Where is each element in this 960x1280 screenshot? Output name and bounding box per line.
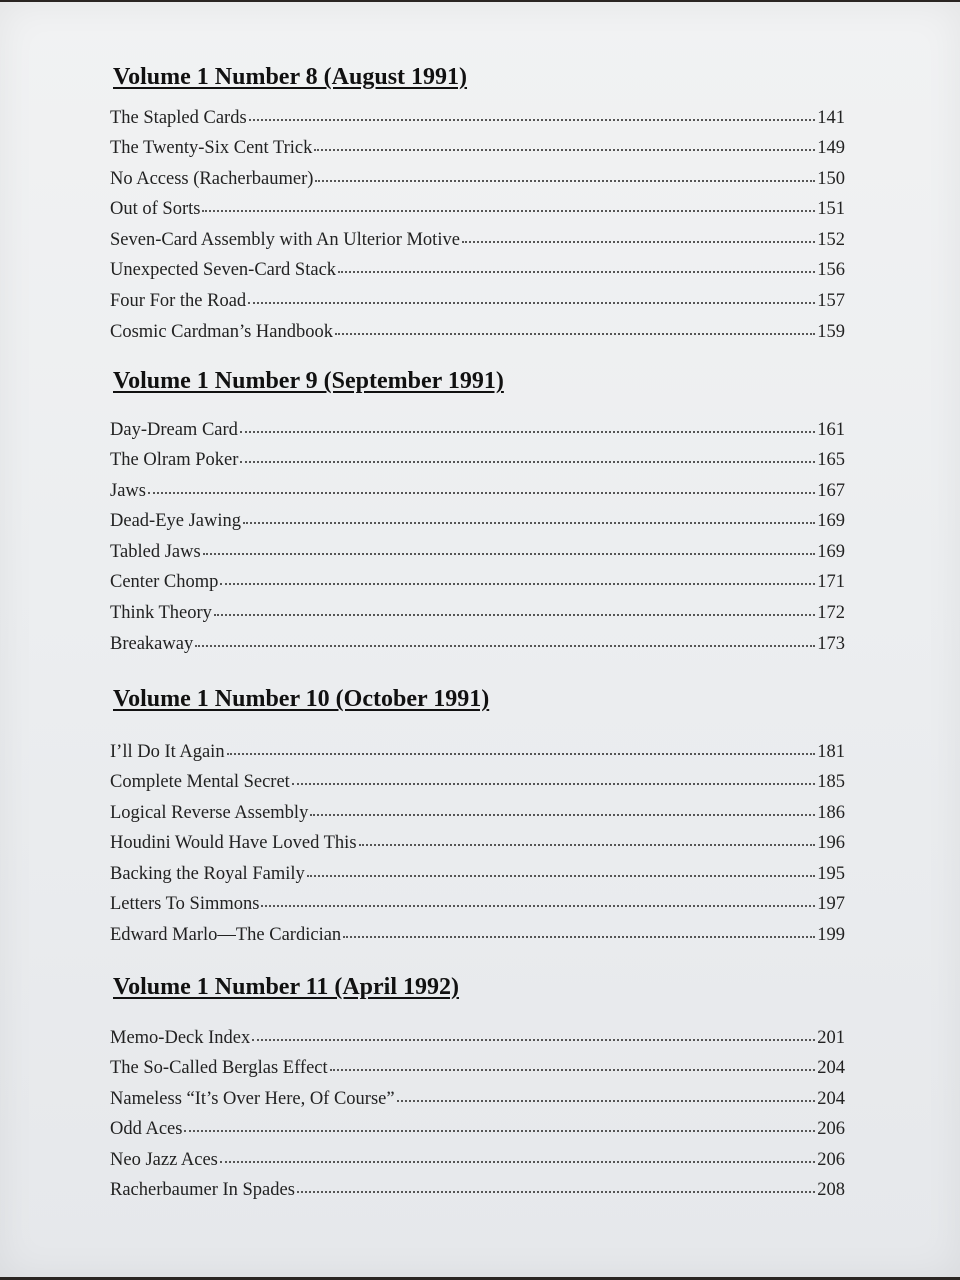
entry-page-number: 201 [817, 1027, 845, 1048]
dot-leader [243, 508, 815, 527]
entry-page-number: 195 [817, 863, 845, 884]
toc-entry [110, 477, 845, 508]
toc-entry [110, 569, 845, 600]
dot-leader [310, 799, 815, 818]
entry-page-number: 173 [817, 633, 845, 654]
dot-leader [184, 1116, 815, 1135]
toc-section-vol1-no10 [110, 684, 845, 952]
entry-page-number: 206 [817, 1149, 845, 1170]
dot-leader [330, 1055, 816, 1074]
dot-leader [252, 1024, 815, 1043]
toc-entry [110, 1055, 845, 1086]
dot-leader [227, 738, 816, 757]
toc-section-vol1-no11 [110, 972, 845, 1208]
dot-leader [220, 1146, 815, 1165]
entry-page-number: 149 [817, 138, 845, 159]
entry-title: Center Chomp [110, 572, 219, 593]
entry-page-number: 204 [817, 1088, 845, 1109]
toc-entries [110, 416, 845, 661]
toc-entry [110, 104, 845, 135]
entry-page-number: 161 [817, 419, 845, 440]
section-heading: Volume 1 Number 8 (August 1991) [113, 64, 468, 90]
entry-page-number: 172 [817, 603, 845, 624]
entry-title: Odd Aces [110, 1119, 183, 1140]
entry-title: Unexpected Seven-Card Stack [110, 260, 337, 281]
entry-page-number: 185 [817, 772, 845, 793]
entry-title: Nameless “It’s Over Here, Of Course” [110, 1088, 395, 1109]
entry-title: Breakaway [110, 633, 194, 654]
entry-page-number: 199 [817, 925, 845, 946]
entry-page-number: 151 [817, 199, 845, 220]
dot-leader [214, 600, 815, 619]
entry-title: Dead-Eye Jawing [110, 511, 241, 532]
entry-page-number: 196 [817, 833, 845, 854]
toc-entry [110, 769, 845, 800]
entry-title: Backing the Royal Family [110, 863, 305, 884]
toc-section-vol1-no8 [110, 62, 845, 349]
toc-entry [110, 630, 845, 661]
dot-leader [240, 447, 815, 466]
entry-page-number: 159 [817, 321, 845, 342]
entry-page-number: 150 [817, 168, 845, 189]
book-page [0, 2, 960, 1277]
entry-page-number: 208 [817, 1180, 845, 1201]
toc-entry [110, 600, 845, 631]
toc-entry [110, 196, 845, 227]
toc-entry [110, 1024, 845, 1055]
toc-entry [110, 738, 845, 769]
toc-entry [110, 1146, 845, 1177]
dot-leader [338, 257, 815, 276]
toc-entry [110, 922, 845, 953]
section-heading: Volume 1 Number 10 (October 1991) [113, 686, 490, 712]
entry-page-number: 171 [817, 572, 845, 593]
toc-entry [110, 1177, 845, 1208]
dot-leader [359, 830, 816, 849]
entry-title: Tabled Jaws [110, 541, 201, 562]
entry-title: Neo Jazz Aces [110, 1149, 218, 1170]
dot-leader [397, 1085, 816, 1104]
entry-page-number: 204 [817, 1058, 845, 1079]
toc-entry [110, 508, 845, 539]
toc-entry [110, 288, 845, 319]
dot-leader [462, 226, 815, 245]
dot-leader [315, 165, 815, 184]
dot-leader [314, 135, 815, 154]
entry-title: The Twenty-Six Cent Trick [110, 138, 313, 159]
toc-entry [110, 1116, 845, 1147]
entry-page-number: 169 [817, 541, 845, 562]
entry-title: Memo-Deck Index [110, 1027, 251, 1048]
entry-page-number: 165 [817, 450, 845, 471]
entry-title: The Olram Poker [110, 450, 239, 471]
toc-entry [110, 538, 845, 569]
entry-title: Cosmic Cardman’s Handbook [110, 321, 334, 342]
entry-page-number: 157 [817, 291, 845, 312]
dot-leader [261, 891, 815, 910]
entry-title: No Access (Racherbaumer) [110, 168, 314, 189]
entry-page-number: 141 [817, 107, 845, 128]
toc-entry [110, 318, 845, 349]
toc-entries [110, 104, 845, 349]
toc-entry [110, 257, 845, 288]
dot-leader [202, 196, 815, 215]
entry-title: I’ll Do It Again [110, 741, 225, 762]
toc-entry [110, 135, 845, 166]
entry-title: Complete Mental Secret [110, 772, 290, 793]
entry-title: The Stapled Cards [110, 107, 247, 128]
dot-leader [335, 318, 815, 337]
entry-page-number: 206 [817, 1119, 845, 1140]
entry-page-number: 186 [817, 802, 845, 823]
toc-entry [110, 226, 845, 257]
entry-page-number: 197 [817, 894, 845, 915]
dot-leader [220, 569, 815, 588]
dot-leader [249, 104, 816, 123]
entry-title: Four For the Road [110, 291, 247, 312]
section-heading: Volume 1 Number 11 (April 1992) [113, 974, 460, 1000]
toc-entry [110, 830, 845, 861]
entry-title: Day-Dream Card [110, 419, 238, 440]
section-heading: Volume 1 Number 9 (September 1991) [113, 368, 504, 394]
entry-page-number: 169 [817, 511, 845, 532]
toc-entry [110, 799, 845, 830]
dot-leader [297, 1177, 815, 1196]
toc-entry [110, 416, 845, 447]
dot-leader [248, 288, 815, 307]
dot-leader [343, 922, 815, 941]
dot-leader [148, 477, 815, 496]
entry-page-number: 152 [817, 229, 845, 250]
entry-title: Racherbaumer In Spades [110, 1180, 295, 1201]
entry-title: Houdini Would Have Loved This [110, 833, 357, 854]
dot-leader [195, 630, 815, 649]
entry-title: Edward Marlo—The Cardician [110, 925, 342, 946]
dot-leader [292, 769, 815, 788]
entry-page-number: 181 [817, 741, 845, 762]
entry-page-number: 167 [817, 480, 845, 501]
dot-leader [240, 416, 815, 435]
toc-entries [110, 738, 845, 952]
toc-entry [110, 860, 845, 891]
dot-leader [203, 538, 816, 557]
toc-entries [110, 1024, 845, 1208]
toc-section-vol1-no9 [110, 366, 845, 661]
entry-title: Seven-Card Assembly with An Ulterior Motive [110, 229, 460, 250]
entry-title: Logical Reverse Assembly [110, 802, 309, 823]
entry-title: Jaws [110, 480, 146, 501]
entry-title: Letters To Simmons [110, 894, 260, 915]
entry-page-number: 156 [817, 260, 845, 281]
entry-title: The So-Called Berglas Effect [110, 1058, 328, 1079]
toc-entry [110, 165, 845, 196]
toc-entry [110, 891, 845, 922]
toc-entry [110, 1085, 845, 1116]
entry-title: Think Theory [110, 603, 212, 624]
dot-leader [307, 860, 816, 879]
toc-entry [110, 447, 845, 478]
entry-title: Out of Sorts [110, 199, 201, 220]
